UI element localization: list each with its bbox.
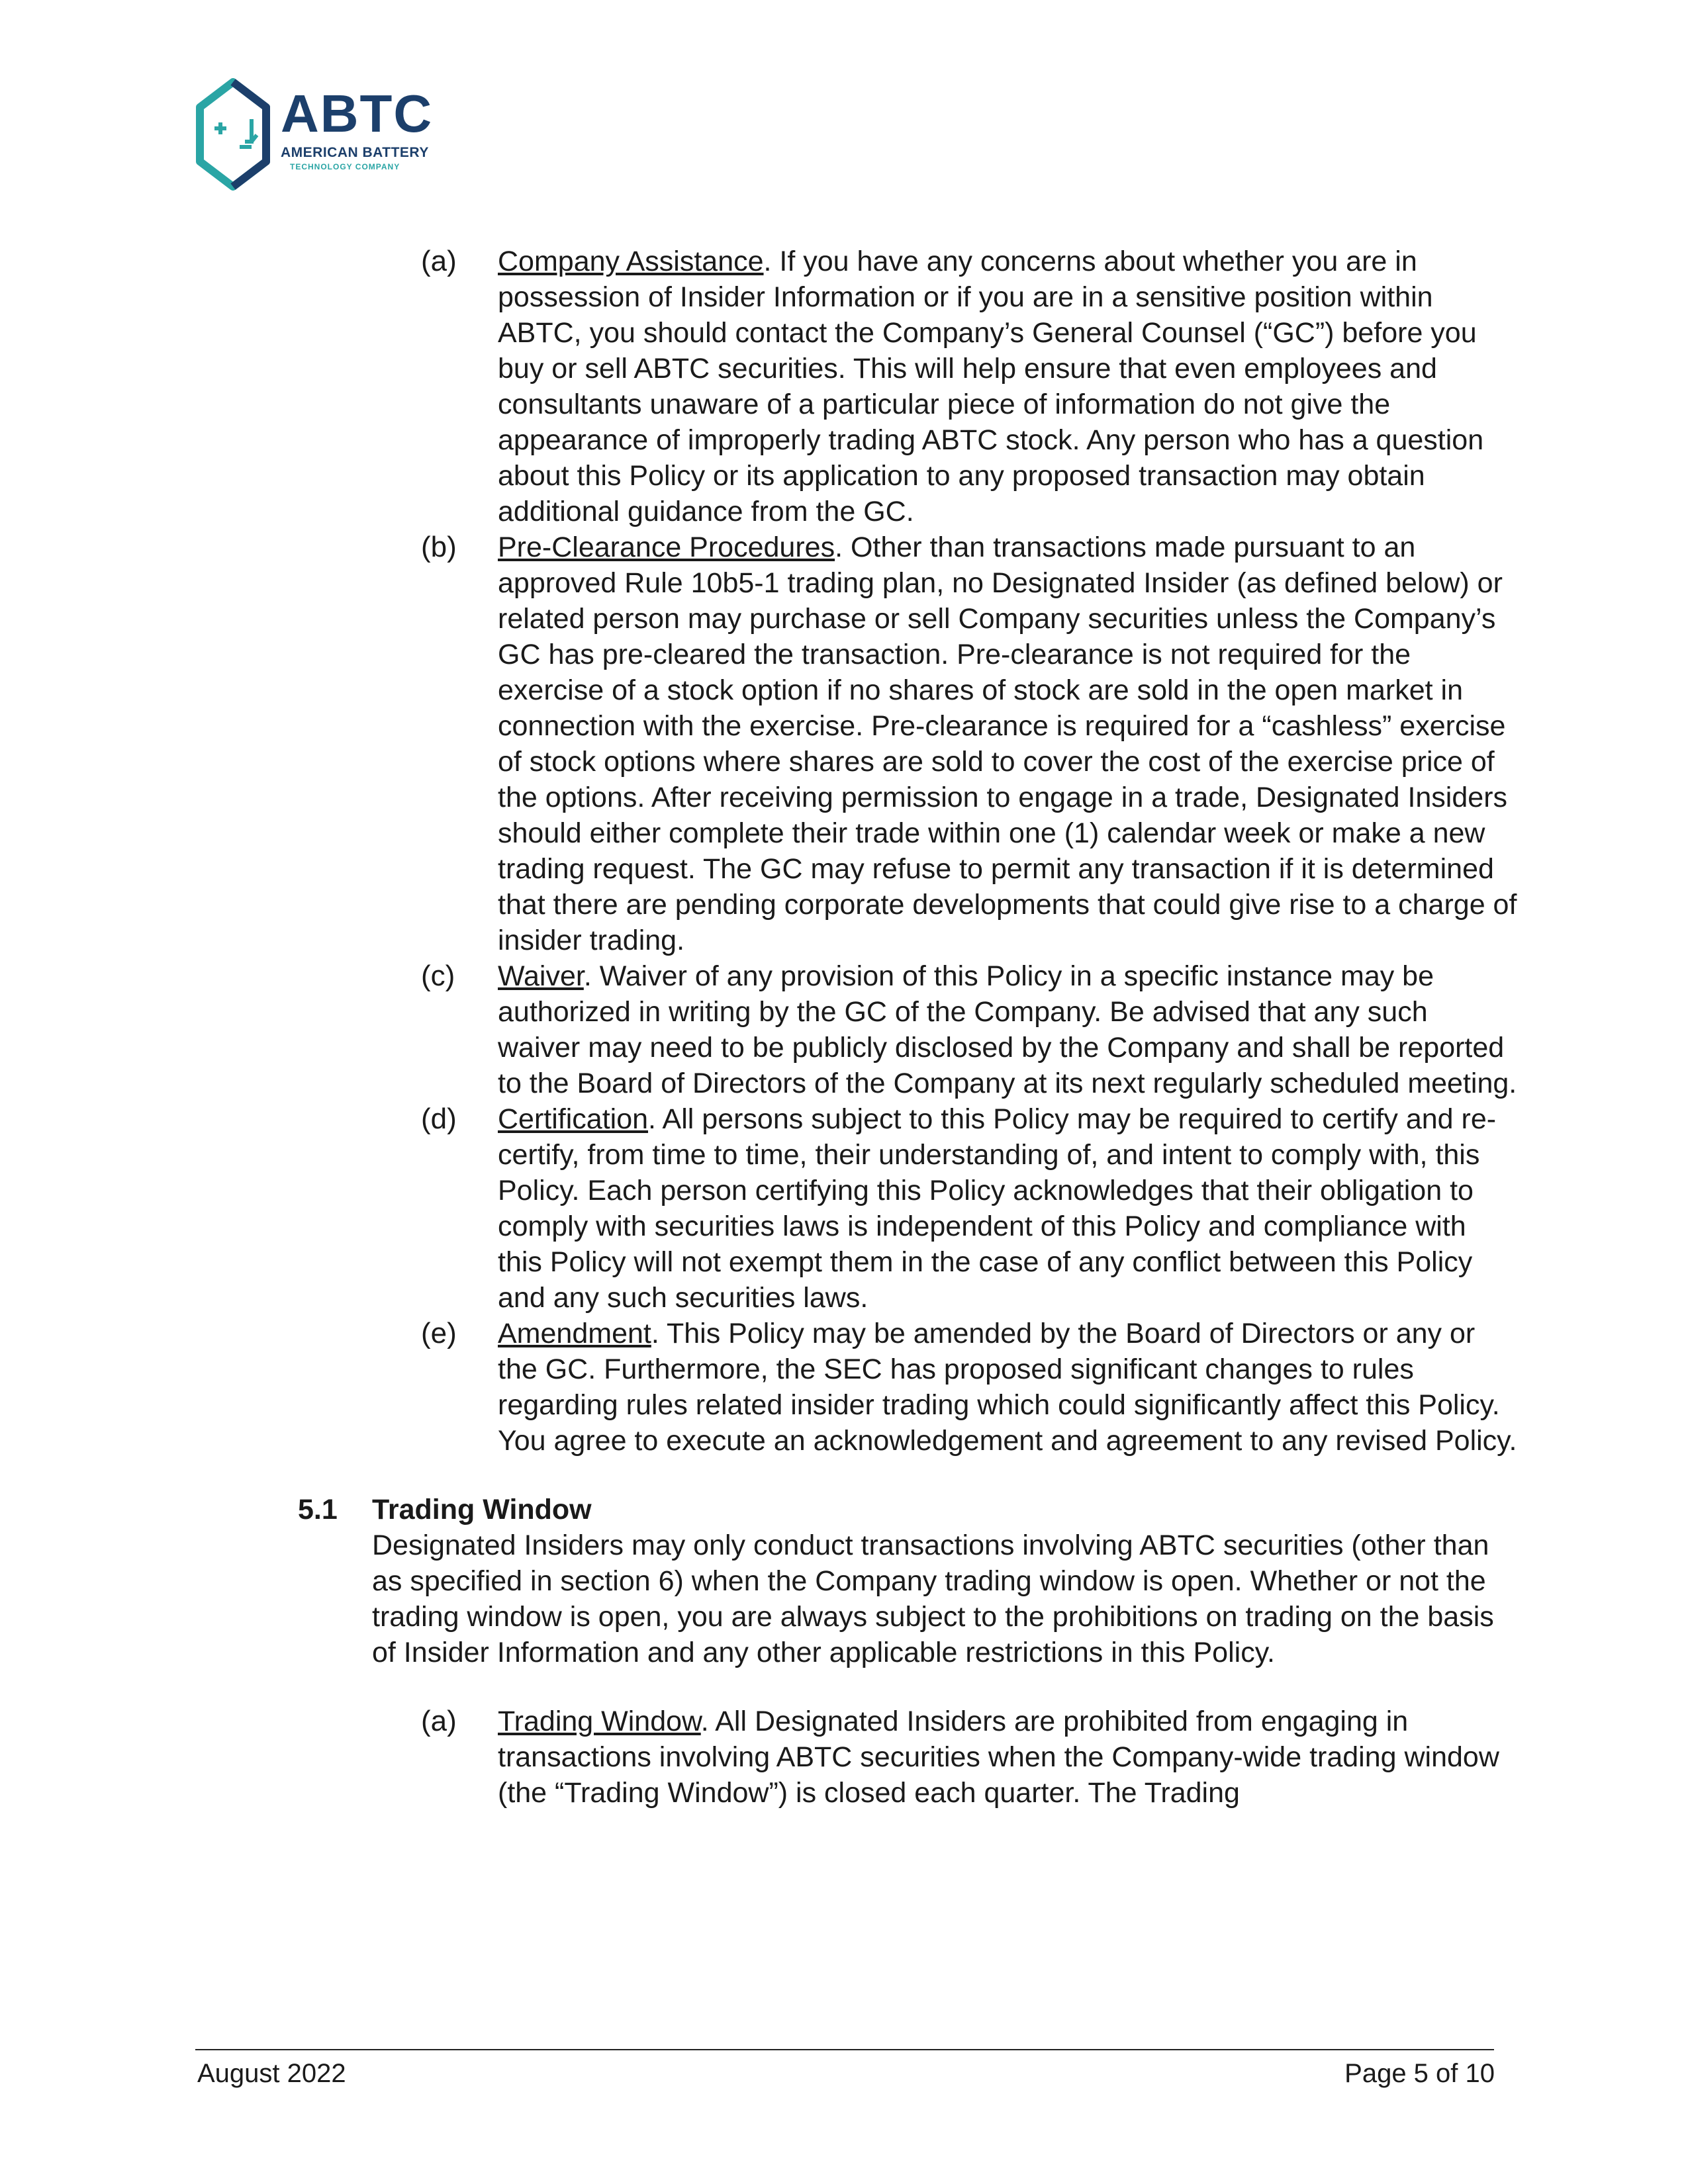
list-item-a [298,244,1542,529]
item-body: . Other than transactions made pursuant to an approved Rule 10b5-1 trading plan, no Designated Insider (as defined below) or related person may purchase or sell Company securities unless the Company’s GC has pre-cleared the transaction. Pre-clearance is not required for the exercise of a stock option if no shares of stock are sold in the open market in connection with the exercise. Pre-clearance is required for a “cashless” exercise of stock options where shares are sold to cover the cost of the exercise price of the options. After receiving permission to engage in a trade, Designated Insiders should either complete their trade within one (1) calendar week or make a new trading request. The GC may refuse to permit any transaction if it is determined that there are pending corporate developments that could give rise to a charge of insider trading. [498,531,1517,956]
item-heading: Pre-Clearance Procedures [498,531,835,563]
item-body: . Waiver of any provision of this Policy in a specific instance may be authorized in writing by the GC of the Company. Be advised that any such waiver may need to be publicly disclosed by the Company and shall be reported to the Board of Directors of the Company at its next regularly scheduled meeting. [498,960,1517,1099]
footer-date: August 2022 [197,2059,346,2088]
item-heading: Company Assistance [498,246,764,277]
item-body: . This Policy may be amended by the Board of Directors or any or the GC. Furthermore, the SEC has proposed significant changes to rules regarding rules related insider trading which could significantly affect this Policy. You agree to execute an acknowledgement and agreement to any revised Policy. [498,1318,1517,1457]
company-logo [193,78,458,191]
section-list-item-a [298,1704,1542,1811]
list-item-e [298,1316,1542,1459]
list-item-b [298,529,1542,958]
item-text [498,529,1517,958]
item-text [498,244,1517,529]
item-body: . All Designated Insiders are prohibited from engaging in transactions involving ABTC securities when the Company-wide trading window (the “Trading Window”) is closed each quarter. The Trading [498,1706,1499,1809]
section-5-1 [298,1492,1542,1670]
list-item-d [298,1101,1542,1316]
section-body: Designated Insiders may only conduct transactions involving ABTC securities (other than as specified in section 6) when the Company trading window is open. Whether or not the trading window is open, you are always subject to the prohibitions on trading on the basis of Insider Information and any other applicable restrictions in this Policy. [372,1529,1494,1668]
item-marker: (d) [421,1103,457,1135]
footer-page-number: Page 5 of 10 [1344,2059,1495,2088]
item-heading: Trading Window [498,1706,701,1737]
item-heading: Certification [498,1103,649,1135]
logo-subtitle-1: AMERICAN BATTERY [281,145,429,160]
item-text [498,1704,1517,1811]
logo-mark-icon [193,78,273,191]
item-text [498,958,1517,1101]
logo-subtitle-2: TECHNOLOGY COMPANY [290,162,400,171]
footer-divider [195,2049,1494,2050]
section-number: 5.1 [298,1494,338,1525]
item-text [498,1316,1517,1459]
list-item-c [298,958,1542,1101]
item-body: . All persons subject to this Policy may be required to certify and re-certify, from time to time, their understanding of, and intent to comply with, this Policy. Each person certifying this Policy acknowledges that their obligation to comply with securities laws is independent of this Policy and compliance with this Policy will not exempt them in the case of any conflict between this Policy and any such securities laws. [498,1103,1497,1314]
policy-content [298,244,1542,1811]
item-marker: (a) [421,1705,457,1737]
item-marker: (a) [421,245,457,277]
section-title: Trading Window [372,1494,592,1525]
logo-wordmark: ABTC [281,84,434,143]
item-text [498,1101,1517,1316]
item-heading: Amendment [498,1318,651,1349]
item-marker: (b) [421,531,457,563]
item-marker: (e) [421,1317,457,1349]
item-body: . If you have any concerns about whether you are in possession of Insider Information or if you are in a sensitive position within ABTC, you should contact the Company’s General Counsel (“GC”) before you buy or sell ABTC securities. This will help ensure that even employees and consultants unaware of a particular piece of information do not give the appearance of improperly trading ABTC stock. Any person who has a question about this Policy or its application to any proposed transaction may obtain additional guidance from the GC. [498,246,1484,527]
item-marker: (c) [421,960,455,992]
item-heading: Waiver [498,960,584,992]
